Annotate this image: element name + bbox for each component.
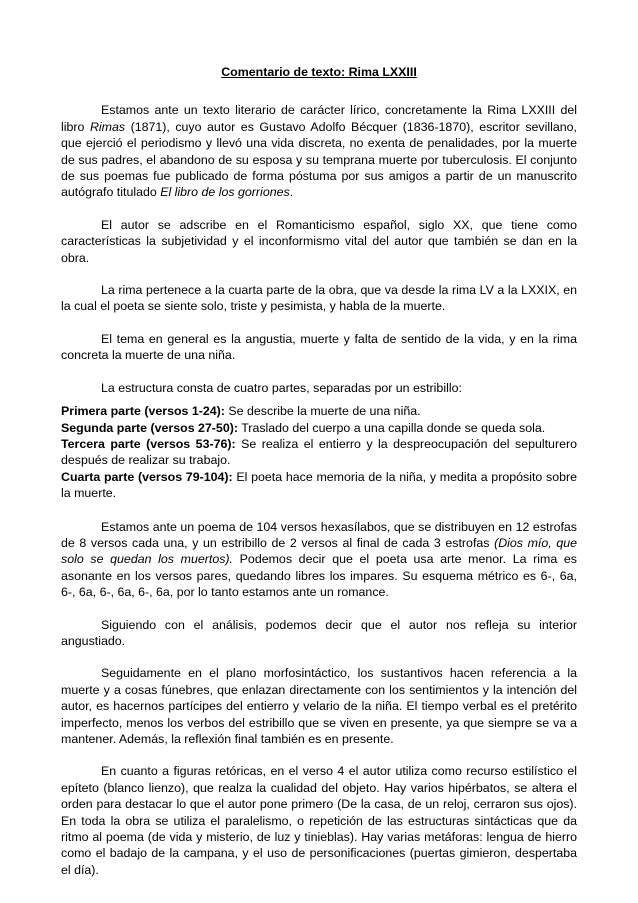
paragraph-rhetoric: En cuanto a figuras retóricas, en el verso 4 el autor utiliza como recurso estilístico el epíteto (blanco lienzo), que realza la cualidad del objeto. Hay varios hipérbatos, se altera el orden para destacar lo que el autor pone primero (De la casa, de un reloj, cerraron sus ojos). En toda la obra se utiliza el paralelismo, o repetición de las estructuras sintácticas que da ritmo al poema (de vida y misterio, de luz y tinieblas). Hay varias metáforas: lengua de hierro como el badajo de la campana, y el uso de personificaciones (puertas gimieron, despertaba el día). xyxy=(61,764,577,877)
structure-part-3 xyxy=(61,436,577,469)
part-text: Se realiza el entierro y la despreocupación del sepulturero después de realizar su trabajo. xyxy=(61,436,577,468)
book-title: Rimas xyxy=(89,119,126,134)
structure-part-2 xyxy=(61,420,577,436)
text-run: (1871), cuyo autor es Gustavo Adolfo Bécquer (1836-1870), escritor sevillano, que ejerció el periodismo y llevó una vida discreta, no exenta de penalidades, por la muerte de sus padres, el abandono de su esposa y su temprana muerte por tuberculosis. El conjunto de sus poemas fue publicado de forma póstuma por sus amigos a partir de un manuscrito autógrafo titulado xyxy=(61,119,577,200)
manuscript-title: El libro de los gorriones xyxy=(160,185,290,200)
text-run: . xyxy=(289,185,294,200)
part-label: Cuarta parte (versos 79-104): xyxy=(61,469,233,484)
part-label: Primera parte (versos 1-24): xyxy=(61,404,225,419)
text-run: Estamos ante un poema de 104 versos hexasílabos, que se distribuyen en 12 estrofas de 8 versos cada una, y un estribillo de 2 versos al final de cada 3 estrofas xyxy=(61,519,577,550)
part-text: Se describe la muerte de una niña. xyxy=(224,404,421,419)
paragraph-movement: El autor se adscribe en el Romanticismo español, siglo XX, que tiene como características la subjetividad y el inconformismo vital del autor que también se dan en la obra. xyxy=(61,217,577,265)
part-text: Traslado del cuerpo a una capilla donde se queda sola. xyxy=(237,420,546,435)
paragraph-introduction xyxy=(61,102,577,200)
paragraph-analysis: Siguiendo con el análisis, podemos decir que el autor nos refleja su interior angustiado. xyxy=(61,617,577,648)
part-label: Segunda parte (versos 27-50): xyxy=(61,420,238,435)
structure-part-4 xyxy=(61,469,577,502)
paragraph-structure: La estructura consta de cuatro partes, separadas por un estribillo: xyxy=(101,380,462,395)
refrain-quote: (Dios mío, que solo se quedan los muertos). xyxy=(61,535,577,567)
text-run: Podemos decir que el poeta usa arte menor. La rima es asonante en los versos pares, quedando libres los impares. Su esquema métrico es 6-, 6a, 6-, 6a, 6-, 6a, 6-, 6a, por lo tanto estamos ante un romance. xyxy=(61,552,578,600)
structure-part-1 xyxy=(61,403,577,419)
paragraph-metrics xyxy=(61,519,577,601)
paragraph-morphosyntax: Seguidamente en el plano morfosintáctico, los sustantivos hacen referencia a la muerte y a cosas fúnebres, que enlazan directamente con los sentimientos y la intención del autor, es hacernos partícipes del entierro y velario de la niña. El tiempo verbal es el pretérito imperfecto, menos los verbos del estribillo que se viven en presente, ya que siempre se va a mantener. Además, la reflexión final también es en presente. xyxy=(61,666,577,746)
part-label: Tercera parte (versos 53-76): xyxy=(61,436,236,451)
paragraph-context: La rima pertenece a la cuarta parte de la obra, que va desde la rima LV a la LXXIX, en la cual el poeta se siente solo, triste y pesimista, y habla de la muerte. xyxy=(61,283,577,314)
paragraph-theme: El tema en general es la angustia, muerte y falta de sentido de la vida, y en la rima concreta la muerte de una niña. xyxy=(61,331,577,363)
document-page xyxy=(61,64,577,894)
part-text: El poeta hace memoria de la niña, y medita a propósito sobre la muerte. xyxy=(61,469,578,501)
document-title: Comentario de texto: Rima LXXIII xyxy=(221,65,417,79)
text-run: Estamos ante un texto literario de carácter lírico, concretamente la Rima LXXIII del libro xyxy=(61,103,577,134)
